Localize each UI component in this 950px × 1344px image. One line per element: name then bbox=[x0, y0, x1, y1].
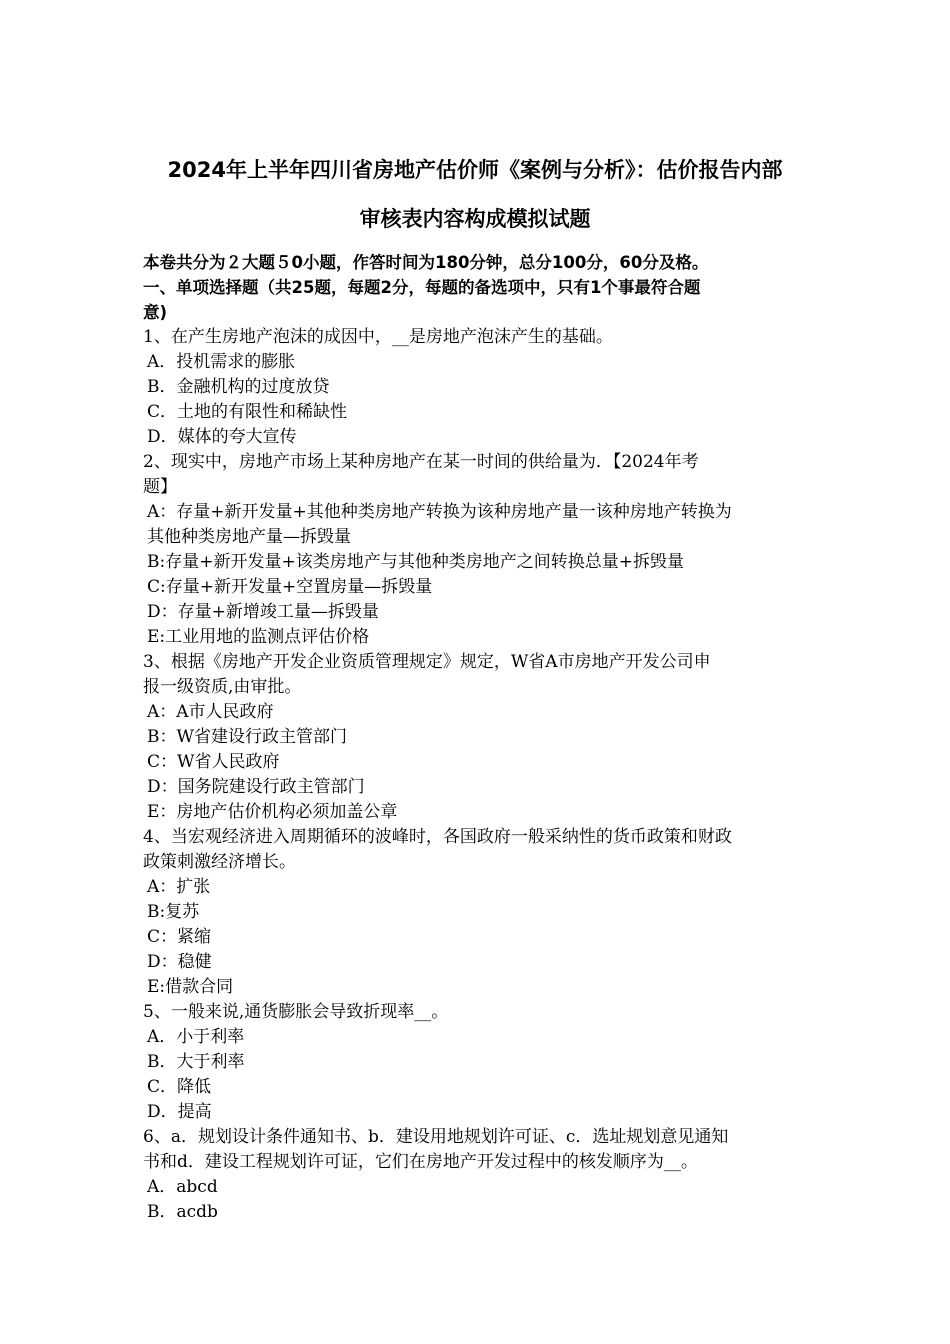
answer-option: C．土地的有限性和稀缺性 bbox=[147, 402, 348, 422]
answer-option: 其他种类房地产量—拆毁量 bbox=[147, 527, 351, 547]
question-stem: 1、在产生房地产泡沫的成因中，__是房地产泡沫产生的基础。 bbox=[143, 327, 613, 347]
question-stem: 题】 bbox=[143, 477, 177, 497]
answer-option: A：扩张 bbox=[147, 877, 211, 897]
document-title-line-1: 2024年上半年四川省房地产估价师《案例与分析》：估价报告内部 bbox=[167, 158, 783, 182]
answer-option: B．acdb bbox=[147, 1202, 218, 1222]
question-stem: 政策刺激经济增长。 bbox=[143, 852, 296, 872]
document-body bbox=[143, 250, 809, 1225]
document-title-line-2: 审核表内容构成模拟试题 bbox=[359, 207, 591, 231]
answer-option: C．降低 bbox=[147, 1077, 212, 1097]
question-stem: 5、一般来说,通货膨胀会导致折现率__。 bbox=[143, 1002, 449, 1022]
question-list bbox=[143, 325, 809, 1225]
question-item bbox=[143, 325, 809, 450]
section-heading-line-2: 意) bbox=[143, 303, 168, 322]
answer-option: B．金融机构的过度放贷 bbox=[147, 377, 330, 397]
answer-option: B．大于利率 bbox=[147, 1052, 245, 1072]
question-item bbox=[143, 1000, 809, 1125]
answer-option: E:工业用地的监测点评估价格 bbox=[147, 627, 370, 647]
question-stem: 报一级资质,由审批。 bbox=[143, 677, 302, 697]
answer-option: A．投机需求的膨胀 bbox=[147, 352, 296, 372]
answer-option: A：存量+新开发量+其他种类房地产转换为该种房地产量一该种房地产转换为 bbox=[147, 502, 732, 522]
question-item bbox=[143, 1125, 809, 1225]
question-stem: 3、根据《房地产开发企业资质管理规定》规定，W省A市房地产开发公司申 bbox=[143, 652, 711, 672]
answer-option: D：国务院建设行政主管部门 bbox=[147, 777, 365, 797]
section-heading-line-1: 一、单项选择题（共25题，每题2分，每题的备选项中，只有1个事最符合题 bbox=[143, 278, 701, 297]
answer-option: C：紧缩 bbox=[147, 927, 212, 947]
question-stem: 6、a．规划设计条件通知书、b．建设用地规划许可证、c．选址规划意见通知 bbox=[143, 1127, 729, 1147]
question-stem: 4、当宏观经济进入周期循环的波峰时，各国政府一般采纳性的货币政策和财政 bbox=[143, 827, 732, 847]
answer-option: B:存量+新开发量+该类房地产与其他种类房地产之间转换总量+拆毁量 bbox=[147, 552, 684, 572]
answer-option: C：W省人民政府 bbox=[147, 752, 280, 772]
answer-option: D．提高 bbox=[147, 1102, 212, 1122]
answer-option: D．媒体的夸大宣传 bbox=[147, 427, 297, 447]
answer-option: B:复苏 bbox=[147, 902, 200, 922]
answer-option: A．小于利率 bbox=[147, 1027, 245, 1047]
answer-option: E：房地产估价机构必须加盖公章 bbox=[147, 802, 398, 822]
answer-option: D：存量+新增竣工量—拆毁量 bbox=[147, 602, 379, 622]
question-stem: 2、现实中，房地产市场上某种房地产在某一时间的供给量为．【2024年考 bbox=[143, 452, 699, 472]
exam-intro: 本卷共分为２大题５0小题，作答时间为180分钟，总分100分，60分及格。 bbox=[143, 253, 709, 272]
question-stem: 书和d．建设工程规划许可证，它们在房地产开发过程中的核发顺序为__。 bbox=[143, 1152, 698, 1172]
answer-option: C:存量+新开发量+空置房量—拆毁量 bbox=[147, 577, 433, 597]
answer-option: A．abcd bbox=[147, 1177, 218, 1197]
question-item bbox=[143, 825, 809, 1000]
answer-option: E:借款合同 bbox=[147, 977, 234, 997]
question-item bbox=[143, 450, 809, 650]
answer-option: A：A市人民政府 bbox=[147, 702, 274, 722]
question-item bbox=[143, 650, 809, 825]
answer-option: B：W省建设行政主管部门 bbox=[147, 727, 347, 747]
answer-option: D：稳健 bbox=[147, 952, 212, 972]
